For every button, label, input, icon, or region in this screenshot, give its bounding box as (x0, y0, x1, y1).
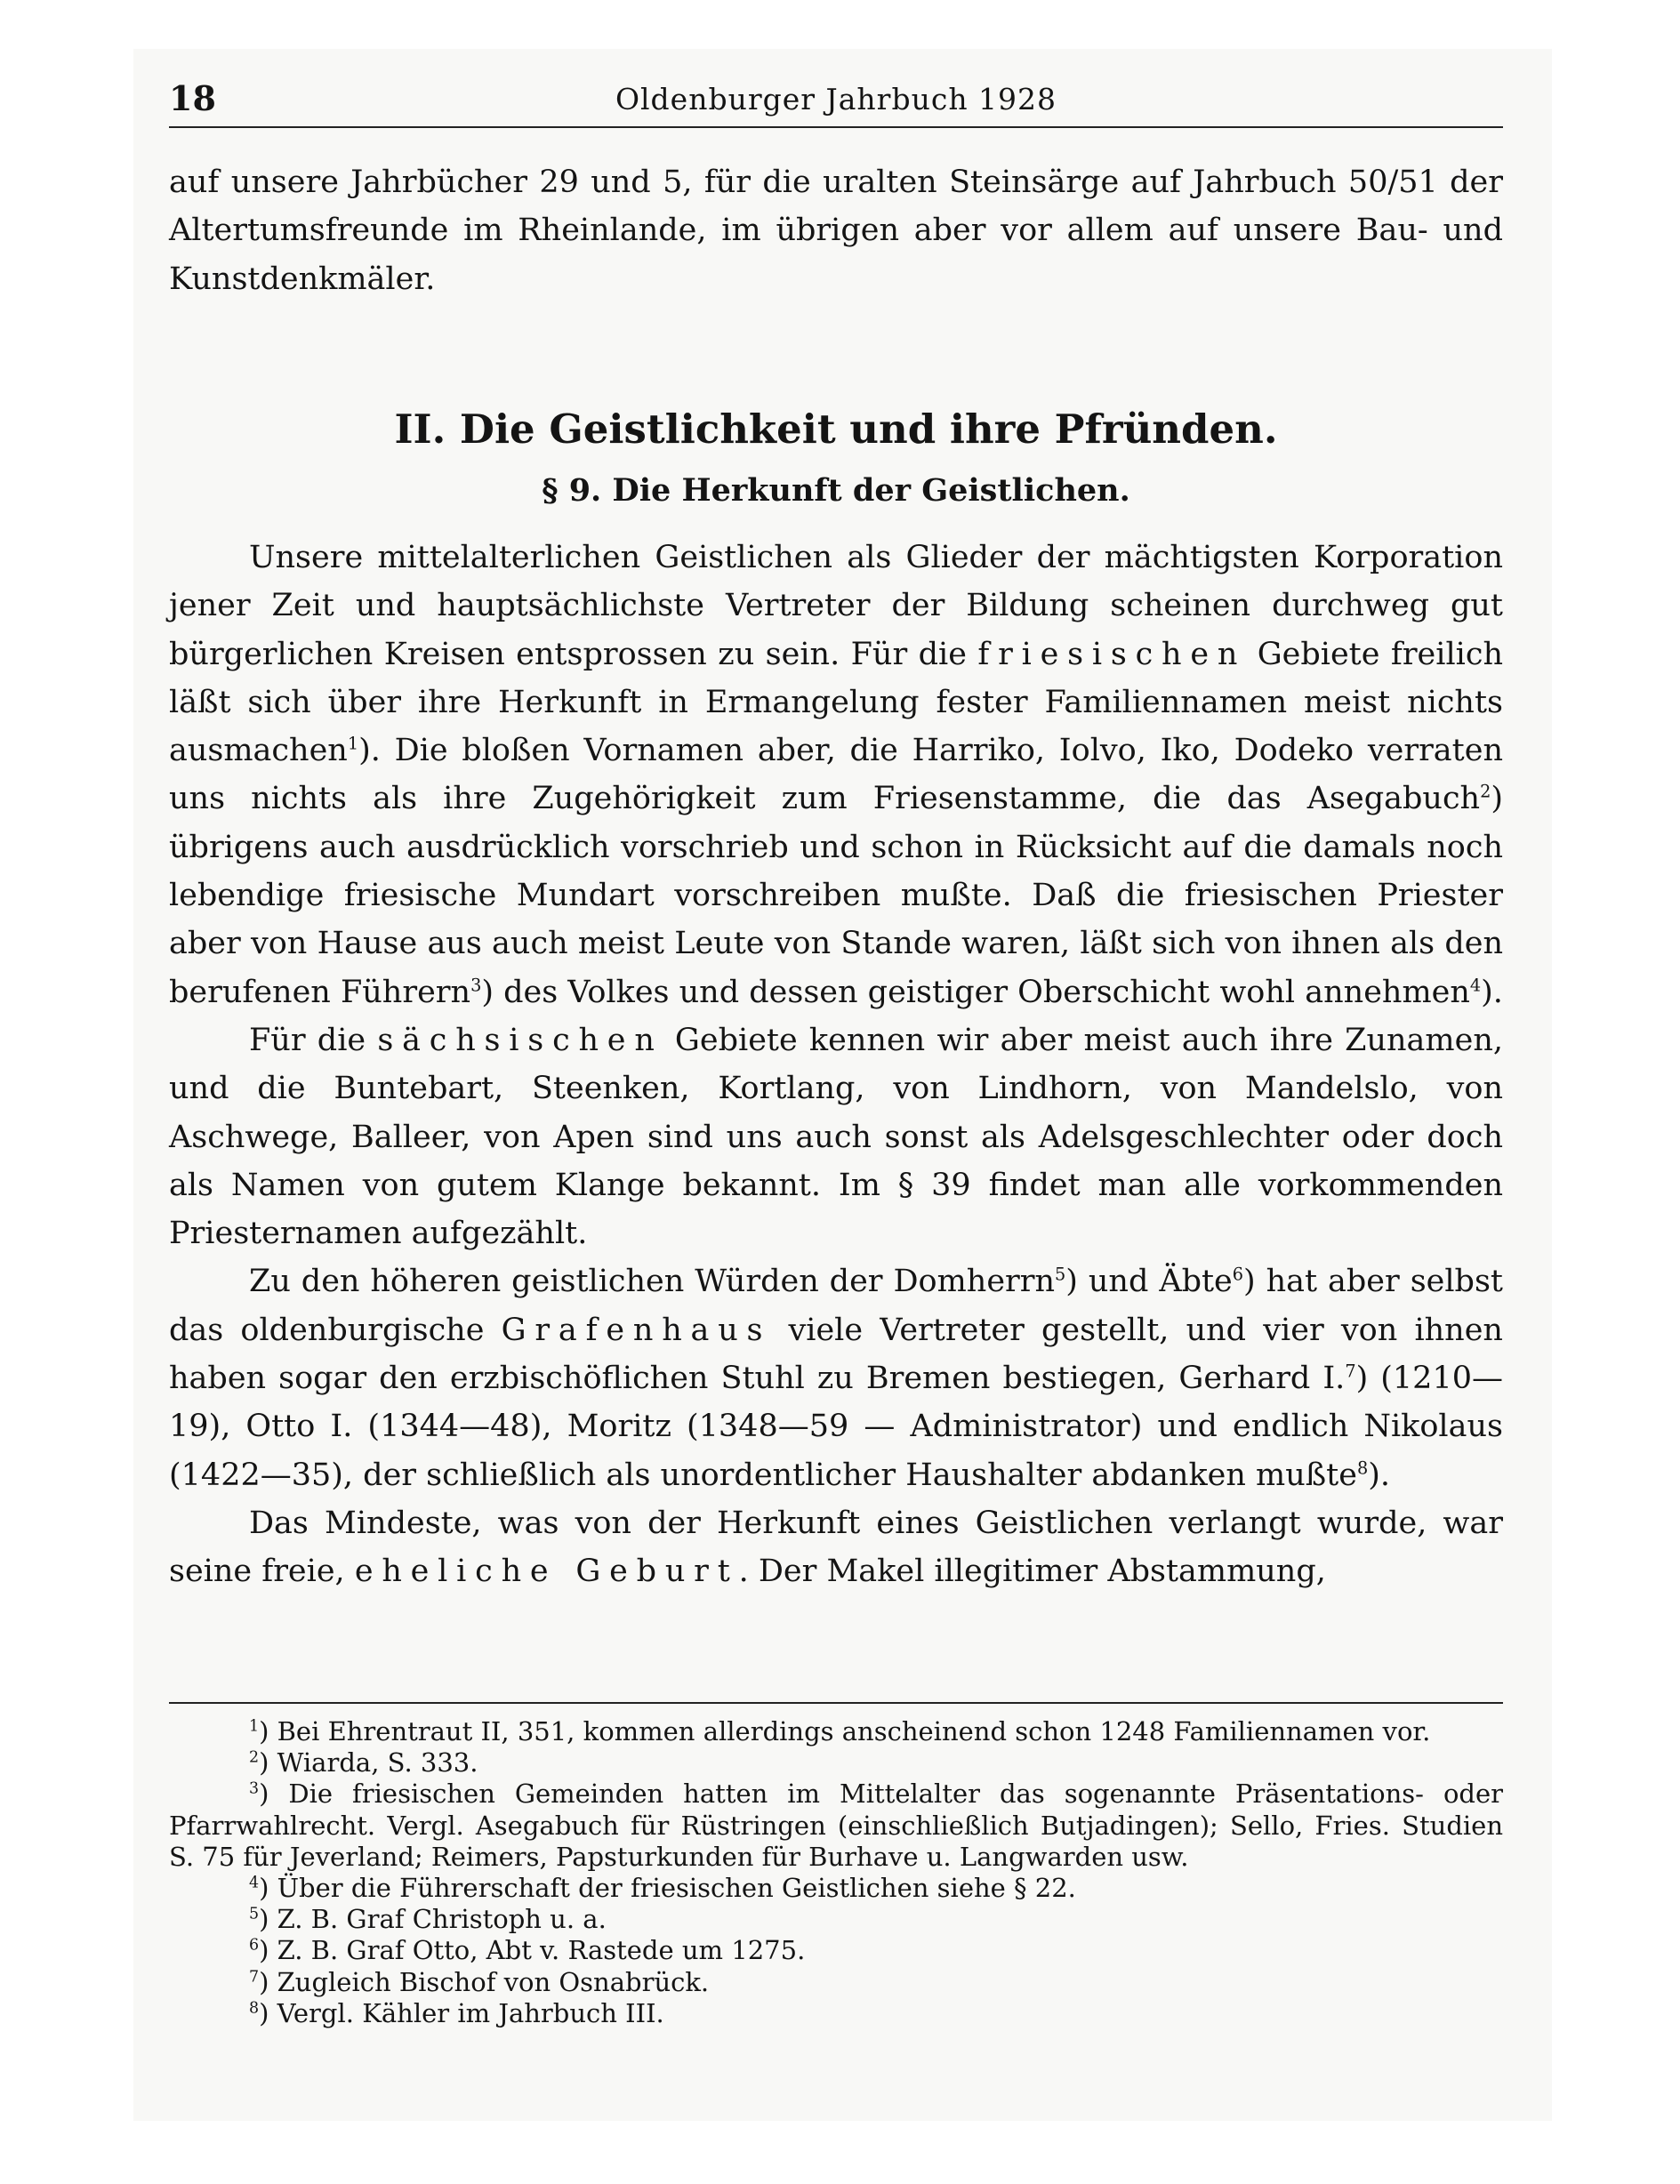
footnote-text: ) Bei Ehrentraut II, 351, kommen allerdings anscheinend schon 1248 Familiennamen vor. (259, 1716, 1431, 1746)
text-run: viele Vertreter gestellt, und vier von ihnen haben sogar den erzbischöflichen Stuhl zu Bremen bestiegen, Gerhard I. (169, 1312, 1503, 1397)
footnote-8 (169, 1998, 1503, 2029)
section-title: § 9. Die Herkunft der Geistlichen. (542, 472, 1130, 509)
paragraph-4 (169, 1499, 1503, 1596)
footnote-mark: 3 (249, 1779, 260, 1798)
footnote-text: ) Vergl. Kähler im Jahrbuch III. (259, 1997, 664, 2028)
text-run: . Der Makel illegitimer Abstammung, (738, 1554, 1326, 1590)
text-run: ) des Volkes und dessen geistiger Oberschicht wohl annehmen (481, 974, 1470, 1010)
text-run: ) und Äbte (1065, 1264, 1233, 1300)
spaced-word: Grafenhaus (501, 1312, 772, 1348)
text-run: ) hat aber selbst das oldenburgische (169, 1264, 1503, 1348)
footnote-ref-2[interactable]: 2 (1480, 781, 1491, 802)
footnote-4 (169, 1873, 1503, 1904)
paragraph-2 (169, 1016, 1503, 1257)
text-run: Das Mindeste, was von der Herkunft eines Geistlichen verlangt wurde, war seine freie, (169, 1505, 1503, 1590)
footnote-2 (169, 1747, 1503, 1779)
footnote-rule (169, 1702, 1503, 1704)
footnote-ref-5[interactable]: 5 (1055, 1264, 1066, 1285)
page-header (169, 78, 1503, 123)
chapter-title: II. Die Geistlichkeit und ihre Pfründen. (394, 405, 1278, 453)
footnote-mark: 7 (249, 1967, 260, 1986)
text-run: ). (1481, 974, 1503, 1010)
footnote-5 (169, 1904, 1503, 1935)
text-run: Zu den höheren geistlichen Würden der Domherrn (249, 1264, 1056, 1300)
footnote-ref-1[interactable]: 1 (347, 733, 359, 754)
footnote-7 (169, 1967, 1503, 1998)
footnote-text: ) Z. B. Graf Otto, Abt v. Rastede um 1275. (259, 1935, 806, 1966)
spaced-word: eheliche Geburt (354, 1554, 739, 1590)
footnote-text: ) Zugleich Bischof von Osnabrück. (259, 1966, 710, 1997)
footnotes (169, 1716, 1503, 2029)
footnote-6 (169, 1935, 1503, 1966)
footnote-mark: 6 (249, 1936, 260, 1955)
footnote-ref-4[interactable]: 4 (1469, 975, 1482, 996)
text-run: Gebiete kennen wir aber meist auch ihre Zunamen, und die Buntebart, Steenken, Kortlang, von Lindhorn, von Mandelslo, von Aschwege, Balleer, von Apen sind uns auch sonst als Adelsgeschlechter oder doch als Namen von gutem Klange bekannt. Im § 39 findet man alle vorkommenden Priesternamen aufgezählt. (169, 1022, 1503, 1252)
footnote-mark: 1 (249, 1717, 260, 1736)
footnote-3 (169, 1779, 1503, 1873)
footnote-ref-7[interactable]: 7 (1345, 1361, 1356, 1382)
footnote-mark: 4 (249, 1874, 260, 1892)
spaced-word: sächsischen (377, 1022, 663, 1058)
footnote-text: ) Über die Führerschaft der friesischen Geistlichen siehe § 22. (259, 1873, 1076, 1904)
text-run: ) übrigens auch ausdrücklich vorschrieb und schon in Rücksicht auf die damals noch lebendige friesische Mundart vorschreiben mußte. Daß die friesischen Priester aber von Hause aus auch meist Leute von Stande waren, läßt sich von ihnen als den berufenen Führern (169, 781, 1503, 1010)
footnote-mark: 8 (249, 1999, 260, 2018)
spaced-word: friesischen (977, 636, 1247, 672)
footnote-text: ) Die friesischen Gemeinden hatten im Mittelalter das sogenannte Präsentations- oder Pfarrwahlrecht. Vergl. Asegabuch für Rüstringen (einschließlich Butjadingen); Sello, Fries. Studien S. 75 für Jeverland; Reimers, Papsturkunden für Burhave u. Langwarden usw. (169, 1779, 1503, 1872)
text-run: ). Die bloßen Vornamen aber, die Harriko, Iolvo, Iko, Dodeko verraten uns nichts als ihre Zugehörigkeit zum Friesenstamme, die das Asegabuch (169, 733, 1503, 817)
footnote-ref-3[interactable]: 3 (470, 975, 482, 996)
text-run: ). (1368, 1457, 1390, 1493)
footnote-mark: 2 (249, 1748, 260, 1767)
footnote-text: ) Z. B. Graf Christoph u. a. (259, 1904, 607, 1935)
footnote-ref-8[interactable]: 8 (1356, 1457, 1369, 1478)
text-run: ) (1210—19), Otto I. (1344—48), Moritz (1348—59 — Administrator) und endlich Nikolaus (1422—35), der schließlich als unordentlicher Haushalter abdanken mußte (169, 1361, 1503, 1493)
header-rule (169, 126, 1503, 128)
paragraph-1 (169, 534, 1503, 1016)
footnote-1 (169, 1716, 1503, 1747)
text-run: Gebiete freilich läßt sich über ihre Herkunft in Ermangelung fester Familiennamen meist nichts ausmachen (169, 636, 1503, 769)
main-text (169, 534, 1503, 1596)
running-title: Oldenburger Jahrbuch 1928 (615, 82, 1057, 116)
page-number: 18 (169, 78, 216, 118)
text-run: Unsere mittelalterlichen Geistlichen als Glieder der mächtigsten Korporation jener Zeit und hauptsächlichste Vertreter der Bildung scheinen durchweg gut bürgerlichen Kreisen entsprossen zu sein. Für die (169, 540, 1503, 672)
intro-paragraph (169, 158, 1503, 303)
intro-text: auf unsere Jahrbücher 29 und 5, für die uralten Steinsärge auf Jahrbuch 50/51 der Altertumsfreunde im Rheinlande, im übrigen aber vor allem auf unsere Bau- und Kunstdenkmäler. (169, 165, 1503, 297)
footnote-mark: 5 (249, 1905, 260, 1923)
paragraph-3 (169, 1257, 1503, 1498)
text-run: Für die (249, 1022, 378, 1058)
footnote-text: ) Wiarda, S. 333. (259, 1747, 478, 1779)
footnote-ref-6[interactable]: 6 (1232, 1264, 1244, 1285)
